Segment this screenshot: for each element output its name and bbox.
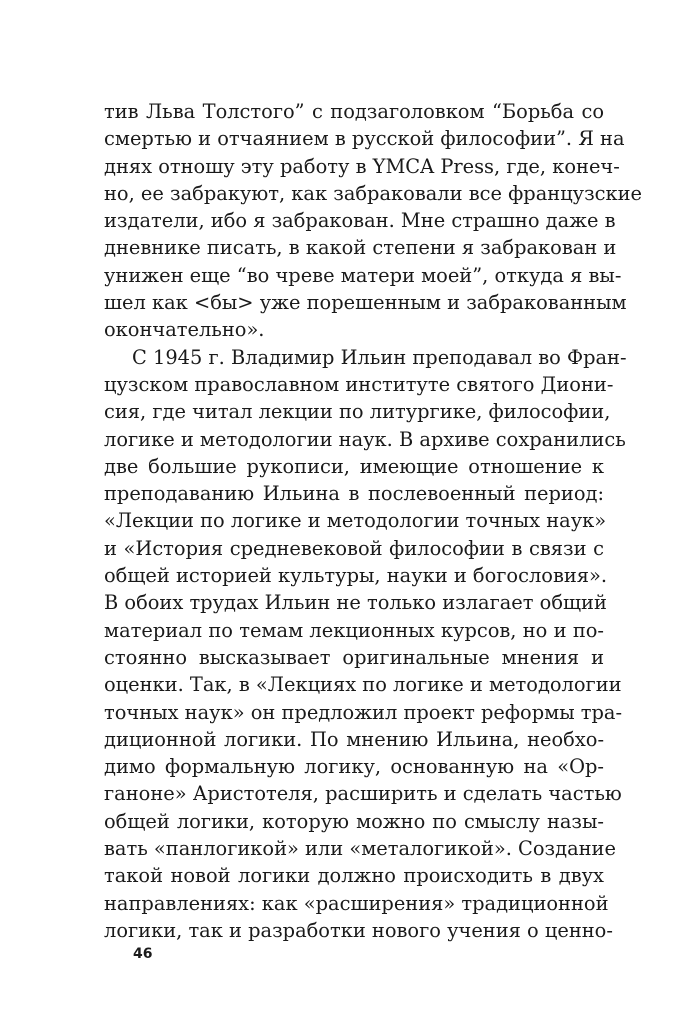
text-line: такой новой логики должно происходить в двух [104,864,604,888]
text-line: днях отношу эту работу в YMCA Press, где, конеч- [104,154,620,178]
text-line: оценки. Так, в «Лекциях по логике и методологии [104,673,622,697]
text-line: две большие рукописи, имеющие отношение к [104,454,604,478]
paragraph-2 [104,344,627,945]
text-line: тив Льва Толстого” с подзаголовком “Борьба со [104,100,604,123]
text-line: общей логики, которую можно по смыслу назы- [104,809,604,833]
paragraph-1 [104,98,643,344]
text-line: цузском православном институте святого Диони- [104,372,614,396]
text-line: окончательно». [104,318,265,342]
text-line: преподаванию Ильина в послевоенный период: [104,482,604,506]
text-line: издатели, ибо я забракован. Мне страшно даже в [104,209,616,233]
text-line: вать «панлогикой» или «металогикой». Создание [104,837,616,861]
text-line: направлениях: как «расширения» традиционной [104,891,609,915]
text-line: логике и методологии наук. В архиве сохранились [104,427,626,451]
text-line: ганоне» Аристотеля, расширить и сделать частью [104,782,622,806]
text-line: димо формальную логику, основанную на «Ор- [104,755,604,779]
text-line: стоянно высказывает оригинальные мнения и [104,645,604,669]
text-line: логики, так и разработки нового учения о ценно- [104,918,613,942]
body-text [104,98,643,944]
text-line: смертью и отчаянием в русской философии”. Я на [104,127,625,151]
text-line: материал по темам лекционных курсов, но и по- [104,618,604,642]
text-line: и «История средневековой философии в связи с [104,536,604,560]
text-line: В обоих трудах Ильин не только излагает общий [104,591,607,615]
text-line: унижен еще “во чреве матери моей”, откуда я вы- [104,263,622,287]
text-line: диционной логики. По мнению Ильина, необхо- [104,727,604,751]
text-line: но, ее забракуют, как забраковали все французские [104,181,643,205]
text-line: шел как <бы> уже порешенным и забракованным [104,291,627,315]
text-line: дневнике писать, в какой степени я забракован и [104,236,617,260]
text-line: «Лекции по логике и методологии точных наук» [104,509,607,533]
text-line: общей историей культуры, науки и богословия». [104,564,608,588]
text-line: С 1945 г. Владимир Ильин преподавал во Фран- [132,345,627,369]
text-line: точных наук» он предложил проект реформы тра- [104,700,623,724]
page-number: 46 [133,946,153,962]
text-line: сия, где читал лекции по литургике, философии, [104,400,611,424]
